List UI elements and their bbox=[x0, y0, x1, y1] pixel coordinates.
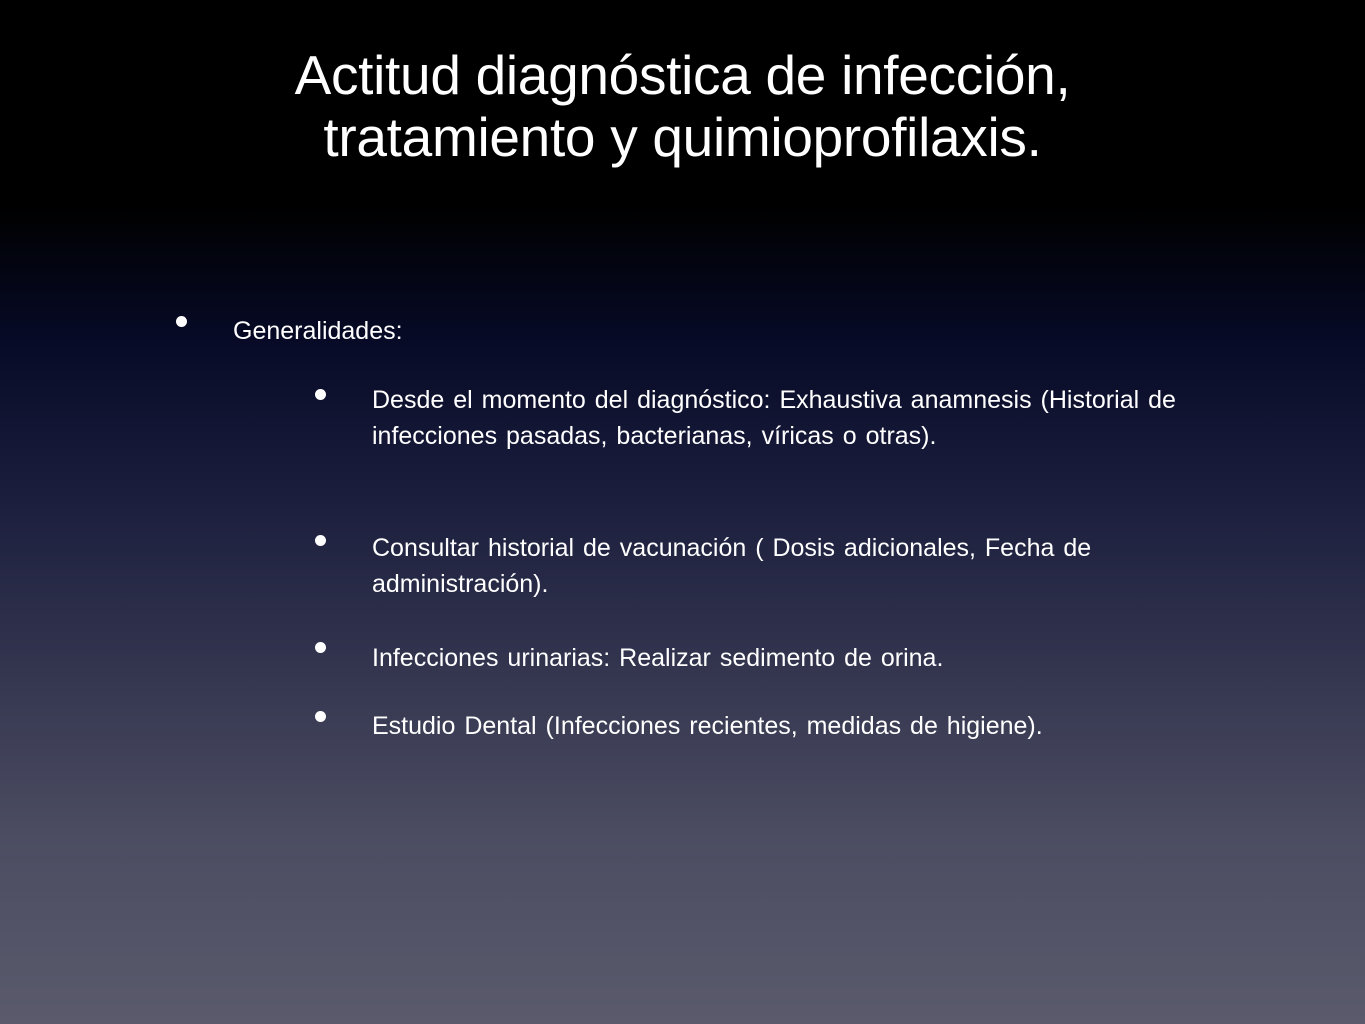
sub-bullet-anamnesis: Desde el momento del diagnóstico: Exhaustiva anamnesis (Historial de infecciones pasadas, bacterianas, víricas o otras). bbox=[372, 386, 1176, 450]
slide-title-line-2: tratamiento y quimioprofilaxis. bbox=[323, 106, 1042, 168]
sub-bullet-dot-icon bbox=[315, 711, 326, 722]
sub-bullet-dot-icon bbox=[315, 642, 326, 653]
bullet-generalidades: Generalidades: bbox=[233, 317, 403, 345]
slide-title bbox=[0, 44, 1365, 168]
slide-title-line-1: Actitud diagnóstica de infección, bbox=[294, 44, 1071, 106]
sub-bullet-dental: Estudio Dental (Infecciones recientes, medidas de higiene). bbox=[372, 712, 1043, 740]
bullet-dot-icon bbox=[176, 316, 187, 327]
sub-bullet-dot-icon bbox=[315, 389, 326, 400]
sub-bullet-vacunacion: Consultar historial de vacunación ( Dosis adicionales, Fecha de administración). bbox=[372, 534, 1092, 598]
sub-bullet-dot-icon bbox=[315, 535, 326, 546]
sub-bullet-urinarias: Infecciones urinarias: Realizar sedimento de orina. bbox=[372, 644, 944, 672]
